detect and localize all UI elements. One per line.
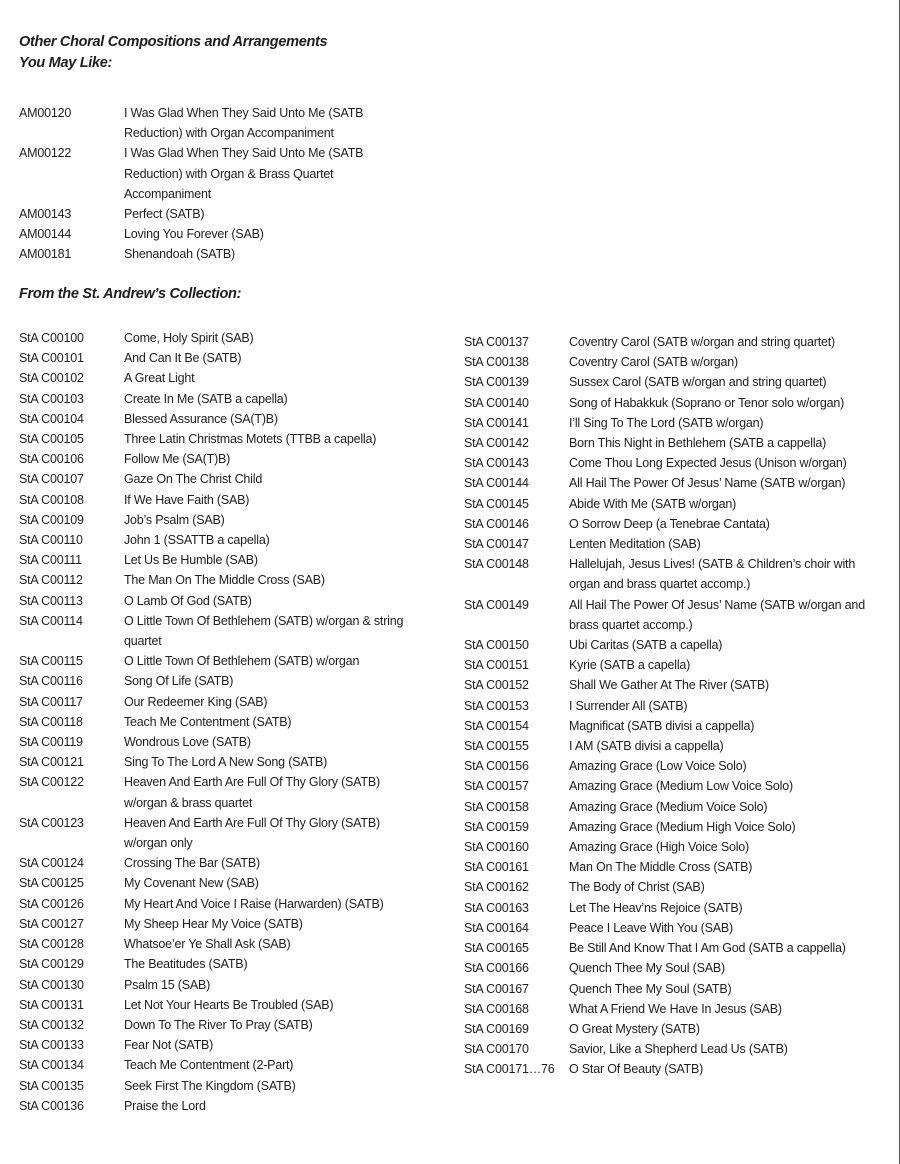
catalog-entry bbox=[464, 1019, 887, 1039]
catalog-entry bbox=[19, 469, 414, 489]
catalog-entry bbox=[464, 817, 887, 837]
catalog-code: StA C00133 bbox=[19, 1038, 84, 1053]
catalog-entry bbox=[464, 716, 887, 736]
catalog-title: Three Latin Christmas Motets (TTBB a capella) bbox=[124, 432, 377, 447]
catalog-code: StA C00114 bbox=[19, 613, 83, 628]
catalog-code: StA C00139 bbox=[464, 375, 529, 390]
catalog-title: O Great Mystery (SATB) bbox=[569, 1021, 700, 1036]
catalog-code: StA C00102 bbox=[19, 371, 84, 386]
catalog-code: StA C00101 bbox=[19, 351, 84, 366]
catalog-entry bbox=[19, 894, 414, 914]
catalog-entry bbox=[19, 103, 399, 143]
catalog-title: A Great Light bbox=[124, 371, 195, 386]
catalog-code: StA C00115 bbox=[19, 654, 83, 669]
catalog-entry bbox=[19, 995, 414, 1015]
catalog-entry bbox=[464, 352, 887, 372]
catalog-code: StA C00119 bbox=[19, 735, 83, 750]
catalog-entry bbox=[19, 550, 414, 570]
catalog-code: StA C00118 bbox=[19, 714, 83, 729]
catalog-code: StA C00149 bbox=[464, 597, 529, 612]
catalog-code: AM00181 bbox=[19, 247, 72, 262]
catalog-entry bbox=[464, 979, 887, 999]
catalog-entry bbox=[464, 857, 887, 877]
catalog-entry bbox=[464, 393, 887, 413]
catalog-entry bbox=[464, 433, 887, 453]
catalog-title: I Surrender All (SATB) bbox=[569, 698, 688, 713]
catalog-entry bbox=[464, 554, 887, 594]
catalog-entry bbox=[19, 1055, 414, 1075]
catalog-entry bbox=[19, 1015, 414, 1035]
catalog-entry bbox=[19, 1076, 414, 1096]
catalog-code: StA C00125 bbox=[19, 876, 84, 891]
catalog-entry bbox=[464, 1039, 887, 1059]
catalog-code: StA C00144 bbox=[464, 476, 529, 491]
catalog-code: StA C00153 bbox=[464, 698, 529, 713]
catalog-entry bbox=[19, 651, 414, 671]
catalog-code: StA C00135 bbox=[19, 1078, 84, 1093]
catalog-code: StA C00128 bbox=[19, 937, 84, 952]
catalog-code: StA C00157 bbox=[464, 779, 529, 794]
catalog-entry bbox=[464, 595, 887, 635]
catalog-title: Savior, Like a Shepherd Lead Us (SATB) bbox=[569, 1042, 788, 1057]
catalog-code: StA C00117 bbox=[19, 694, 83, 709]
catalog-title: Amazing Grace (Medium Voice Solo) bbox=[569, 799, 768, 814]
catalog-entry bbox=[19, 732, 414, 752]
catalog-entry bbox=[19, 954, 414, 974]
catalog-code: StA C00123 bbox=[19, 815, 84, 830]
catalog-entry bbox=[464, 797, 887, 817]
catalog-entry bbox=[464, 1059, 887, 1079]
catalog-code: StA C00113 bbox=[19, 593, 83, 608]
catalog-title: Blessed Assurance (SA(T)B) bbox=[124, 411, 278, 426]
catalog-title: I Was Glad When They Said Unto Me (SATB Reduction) with Organ & Brass Quartet Accompaniment bbox=[124, 146, 364, 201]
catalog-entry bbox=[19, 712, 414, 732]
catalog-code: StA C00104 bbox=[19, 411, 84, 426]
catalog-title: My Covenant New (SAB) bbox=[124, 876, 259, 891]
catalog-title: Peace I Leave With You (SAB) bbox=[569, 920, 733, 935]
catalog-entry bbox=[464, 837, 887, 857]
collection-list-right bbox=[464, 332, 887, 1080]
catalog-title: Let Us Be Humble (SAB) bbox=[124, 553, 258, 568]
catalog-title: Coventry Carol (SATB w/organ and string quartet) bbox=[569, 335, 835, 349]
catalog-code: StA C00146 bbox=[464, 516, 529, 531]
catalog-title: Quench Thee My Soul (SAB) bbox=[569, 961, 725, 976]
catalog-entry bbox=[19, 409, 414, 429]
catalog-code: StA C00132 bbox=[19, 1017, 84, 1032]
catalog-code: StA C00105 bbox=[19, 432, 84, 447]
catalog-code: AM00122 bbox=[19, 146, 72, 161]
catalog-title: All Hail The Power Of Jesus’ Name (SATB w/organ) bbox=[569, 476, 846, 491]
catalog-title: Be Still And Know That I Am God (SATB a cappella) bbox=[569, 941, 846, 956]
catalog-entry bbox=[19, 914, 414, 934]
catalog-code: StA C00161 bbox=[464, 860, 529, 875]
catalog-entry bbox=[464, 655, 887, 675]
catalog-code: StA C00137 bbox=[464, 335, 529, 349]
catalog-entry bbox=[19, 853, 414, 873]
catalog-code: AM00120 bbox=[19, 106, 72, 120]
catalog-title: The Body of Christ (SAB) bbox=[569, 880, 705, 895]
catalog-title: Abide With Me (SATB w/organ) bbox=[569, 496, 737, 511]
catalog-title: Amazing Grace (Medium Low Voice Solo) bbox=[569, 779, 793, 794]
catalog-title: Psalm 15 (SAB) bbox=[124, 977, 211, 992]
catalog-entry bbox=[19, 224, 399, 244]
catalog-entry bbox=[19, 1035, 414, 1055]
catalog-entry bbox=[19, 975, 414, 995]
catalog-title: Sussex Carol (SATB w/organ and string quartet) bbox=[569, 375, 827, 390]
catalog-title: Fear Not (SATB) bbox=[124, 1038, 214, 1053]
catalog-entry bbox=[19, 1096, 414, 1116]
catalog-code: AM00144 bbox=[19, 227, 72, 242]
catalog-code: StA C00112 bbox=[19, 573, 83, 588]
catalog-entry bbox=[464, 736, 887, 756]
catalog-title: Wondrous Love (SATB) bbox=[124, 735, 251, 750]
catalog-title: All Hail The Power Of Jesus’ Name (SATB w/organ and brass quartet accomp.) bbox=[569, 597, 865, 632]
catalog-title: Perfect (SATB) bbox=[124, 207, 205, 222]
catalog-code: StA C00126 bbox=[19, 896, 84, 911]
catalog-code: StA C00138 bbox=[464, 355, 529, 370]
catalog-code: StA C00130 bbox=[19, 977, 84, 992]
catalog-entry bbox=[464, 958, 887, 978]
catalog-title: Crossing The Bar (SATB) bbox=[124, 856, 260, 871]
catalog-code: StA C00103 bbox=[19, 391, 84, 406]
catalog-entry bbox=[464, 534, 887, 554]
catalog-entry bbox=[464, 473, 887, 493]
catalog-entry bbox=[464, 413, 887, 433]
catalog-entry bbox=[19, 591, 414, 611]
catalog-code: StA C00142 bbox=[464, 436, 529, 451]
catalog-entry bbox=[464, 635, 887, 655]
catalog-title: Song Of Life (SATB) bbox=[124, 674, 234, 689]
catalog-title: Let The Heav’ns Rejoice (SATB) bbox=[569, 900, 743, 915]
catalog-code: StA C00136 bbox=[19, 1098, 84, 1113]
catalog-code: StA C00141 bbox=[464, 415, 529, 430]
catalog-entry bbox=[19, 772, 414, 812]
catalog-code: StA C00163 bbox=[464, 900, 529, 915]
catalog-entry bbox=[464, 372, 887, 392]
catalog-code: StA C00106 bbox=[19, 452, 84, 467]
catalog-code: StA C00152 bbox=[464, 678, 529, 693]
catalog-code: StA C00160 bbox=[464, 840, 529, 855]
catalog-entry bbox=[19, 244, 399, 264]
catalog-title: Amazing Grace (High Voice Solo) bbox=[569, 840, 749, 855]
catalog-entry bbox=[19, 389, 414, 409]
catalog-title: And Can It Be (SATB) bbox=[124, 351, 242, 366]
catalog-title: Heaven And Earth Are Full Of Thy Glory (SATB) w/organ & brass quartet bbox=[124, 775, 380, 810]
catalog-title: O Star Of Beauty (SATB) bbox=[569, 1062, 704, 1077]
heading-line-1: Other Choral Compositions and Arrangements bbox=[19, 34, 328, 50]
catalog-title: Seek First The Kingdom (SATB) bbox=[124, 1078, 296, 1093]
catalog-code: StA C00166 bbox=[464, 961, 529, 976]
heading-line-2: You May Like: bbox=[19, 55, 113, 71]
collection-heading: From the St. Andrew’s Collection: bbox=[19, 286, 242, 302]
catalog-code: StA C00100 bbox=[19, 331, 84, 345]
catalog-title: My Sheep Hear My Voice (SATB) bbox=[124, 916, 303, 931]
catalog-code: StA C00165 bbox=[464, 941, 529, 956]
catalog-entry bbox=[19, 752, 414, 772]
catalog-entry bbox=[464, 453, 887, 473]
catalog-title: Amazing Grace (Low Voice Solo) bbox=[569, 759, 747, 774]
catalog-code: StA C00111 bbox=[19, 553, 82, 568]
catalog-entry bbox=[464, 494, 887, 514]
catalog-entry bbox=[19, 348, 414, 368]
catalog-title: Come, Holy Spirit (SAB) bbox=[124, 331, 254, 345]
catalog-entry bbox=[19, 368, 414, 388]
catalog-title: Down To The River To Pray (SATB) bbox=[124, 1017, 313, 1032]
catalog-title: O Little Town Of Bethlehem (SATB) w/organ bbox=[124, 654, 360, 669]
catalog-code: StA C00155 bbox=[464, 739, 529, 754]
catalog-entry bbox=[19, 934, 414, 954]
catalog-code: StA C00158 bbox=[464, 799, 529, 814]
catalog-title: O Lamb Of God (SATB) bbox=[124, 593, 252, 608]
collection-list-left bbox=[19, 328, 414, 1116]
catalog-entry bbox=[19, 429, 414, 449]
catalog-entry bbox=[464, 675, 887, 695]
catalog-code: StA C00129 bbox=[19, 957, 84, 972]
catalog-code: StA C00116 bbox=[19, 674, 83, 689]
catalog-entry bbox=[19, 143, 399, 204]
catalog-title: Loving You Forever (SAB) bbox=[124, 227, 264, 242]
page-heading bbox=[19, 32, 327, 74]
catalog-title: I’ll Sing To The Lord (SATB w/organ) bbox=[569, 415, 764, 430]
catalog-entry bbox=[464, 918, 887, 938]
catalog-title: I AM (SATB divisi a cappella) bbox=[569, 739, 724, 754]
catalog-title: Hallelujah, Jesus Lives! (SATB & Children’s choir with organ and brass quartet accomp.) bbox=[569, 557, 856, 592]
catalog-entry bbox=[19, 328, 414, 348]
catalog-code: StA C00131 bbox=[19, 997, 84, 1012]
catalog-code: StA C00154 bbox=[464, 718, 529, 733]
catalog-title: Sing To The Lord A New Song (SATB) bbox=[124, 755, 328, 770]
catalog-code: StA C00109 bbox=[19, 512, 84, 527]
catalog-title: If We Have Faith (SAB) bbox=[124, 492, 250, 507]
catalog-code: StA C00167 bbox=[464, 981, 529, 996]
catalog-title: Job’s Psalm (SAB) bbox=[124, 512, 225, 527]
catalog-code: AM00143 bbox=[19, 207, 72, 222]
catalog-title: My Heart And Voice I Raise (Harwarden) (SATB) bbox=[124, 896, 384, 911]
catalog-code: StA C00147 bbox=[464, 537, 529, 552]
catalog-title: Song of Habakkuk (Soprano or Tenor solo w/organ) bbox=[569, 395, 845, 410]
catalog-title: Follow Me (SA(T)B) bbox=[124, 452, 231, 467]
catalog-title: Create In Me (SATB a capella) bbox=[124, 391, 288, 406]
catalog-title: Shenandoah (SATB) bbox=[124, 247, 236, 262]
catalog-entry bbox=[19, 490, 414, 510]
catalog-title: Lenten Meditation (SAB) bbox=[569, 537, 701, 552]
catalog-title: Gaze On The Christ Child bbox=[124, 472, 263, 487]
catalog-code: StA C00159 bbox=[464, 819, 529, 834]
catalog-title: Born This Night in Bethlehem (SATB a cappella) bbox=[569, 436, 827, 451]
catalog-code: StA C00122 bbox=[19, 775, 84, 790]
catalog-code: StA C00151 bbox=[464, 658, 529, 673]
catalog-entry bbox=[19, 692, 414, 712]
arrangements-list bbox=[19, 103, 399, 265]
catalog-entry bbox=[464, 332, 887, 352]
catalog-entry bbox=[464, 898, 887, 918]
catalog-title: I Was Glad When They Said Unto Me (SATB Reduction) with Organ Accompaniment bbox=[124, 106, 364, 141]
catalog-title: Whatsoe’er Ye Shall Ask (SAB) bbox=[124, 937, 291, 952]
catalog-title: O Little Town Of Bethlehem (SATB) w/organ & string quartet bbox=[124, 613, 404, 649]
catalog-entry bbox=[464, 999, 887, 1019]
catalog-title: Heaven And Earth Are Full Of Thy Glory (SATB) w/organ only bbox=[124, 815, 380, 851]
catalog-entry bbox=[19, 873, 414, 893]
catalog-code: StA C00127 bbox=[19, 916, 84, 931]
catalog-code: StA C00164 bbox=[464, 920, 529, 935]
catalog-title: Amazing Grace (Medium High Voice Solo) bbox=[569, 819, 796, 834]
catalog-code: StA C00140 bbox=[464, 395, 529, 410]
catalog-title: John 1 (SSATTB a capella) bbox=[124, 533, 270, 548]
catalog-title: The Beatitudes (SATB) bbox=[124, 957, 248, 972]
catalog-entry bbox=[464, 756, 887, 776]
catalog-title: Let Not Your Hearts Be Troubled (SAB) bbox=[124, 997, 334, 1012]
catalog-entry bbox=[464, 938, 887, 958]
catalog-entry bbox=[19, 570, 414, 590]
catalog-title: O Sorrow Deep (a Tenebrae Cantata) bbox=[569, 516, 770, 531]
catalog-entry bbox=[464, 514, 887, 534]
catalog-code: StA C00108 bbox=[19, 492, 84, 507]
catalog-title: What A Friend We Have In Jesus (SAB) bbox=[569, 1001, 782, 1016]
catalog-title: Ubi Caritas (SATB a capella) bbox=[569, 638, 723, 653]
catalog-code: StA C00148 bbox=[464, 557, 529, 572]
catalog-code: StA C00168 bbox=[464, 1001, 529, 1016]
catalog-code: StA C00169 bbox=[464, 1021, 529, 1036]
catalog-code: StA C00143 bbox=[464, 456, 529, 471]
catalog-entry bbox=[464, 877, 887, 897]
catalog-code: StA C00134 bbox=[19, 1058, 84, 1073]
catalog-title: Come Thou Long Expected Jesus (Unison w/organ) bbox=[569, 456, 847, 471]
catalog-entry bbox=[19, 510, 414, 530]
catalog-code: StA C00124 bbox=[19, 856, 84, 871]
catalog-title: Our Redeemer King (SAB) bbox=[124, 694, 268, 709]
catalog-code: StA C00156 bbox=[464, 759, 529, 774]
catalog-code: StA C00162 bbox=[464, 880, 529, 895]
catalog-title: Shall We Gather At The River (SATB) bbox=[569, 678, 770, 693]
catalog-title: Man On The Middle Cross (SATB) bbox=[569, 860, 753, 875]
catalog-title: Kyrie (SATB a capella) bbox=[569, 658, 691, 673]
catalog-title: Teach Me Contentment (2-Part) bbox=[124, 1058, 294, 1073]
catalog-entry bbox=[464, 696, 887, 716]
catalog-code: StA C00150 bbox=[464, 638, 529, 653]
catalog-entry bbox=[19, 530, 414, 550]
catalog-title: Teach Me Contentment (SATB) bbox=[124, 714, 292, 729]
catalog-code: StA C00107 bbox=[19, 472, 84, 487]
catalog-code: StA C00121 bbox=[19, 755, 84, 770]
catalog-code: StA C00171…76 bbox=[464, 1062, 555, 1077]
catalog-title: Quench Thee My Soul (SATB) bbox=[569, 981, 732, 996]
catalog-code: StA C00170 bbox=[464, 1042, 529, 1057]
catalog-title: Coventry Carol (SATB w/organ) bbox=[569, 355, 739, 370]
catalog-title: The Man On The Middle Cross (SAB) bbox=[124, 573, 325, 588]
catalog-entry bbox=[464, 776, 887, 796]
catalog-code: StA C00145 bbox=[464, 496, 529, 511]
catalog-title: Praise the Lord bbox=[124, 1098, 206, 1113]
catalog-entry bbox=[19, 671, 414, 691]
catalog-entry bbox=[19, 611, 414, 651]
catalog-entry bbox=[19, 813, 414, 853]
catalog-entry bbox=[19, 204, 399, 224]
catalog-title: Magnificat (SATB divisi a cappella) bbox=[569, 718, 755, 733]
catalog-code: StA C00110 bbox=[19, 533, 83, 548]
catalog-entry bbox=[19, 449, 414, 469]
